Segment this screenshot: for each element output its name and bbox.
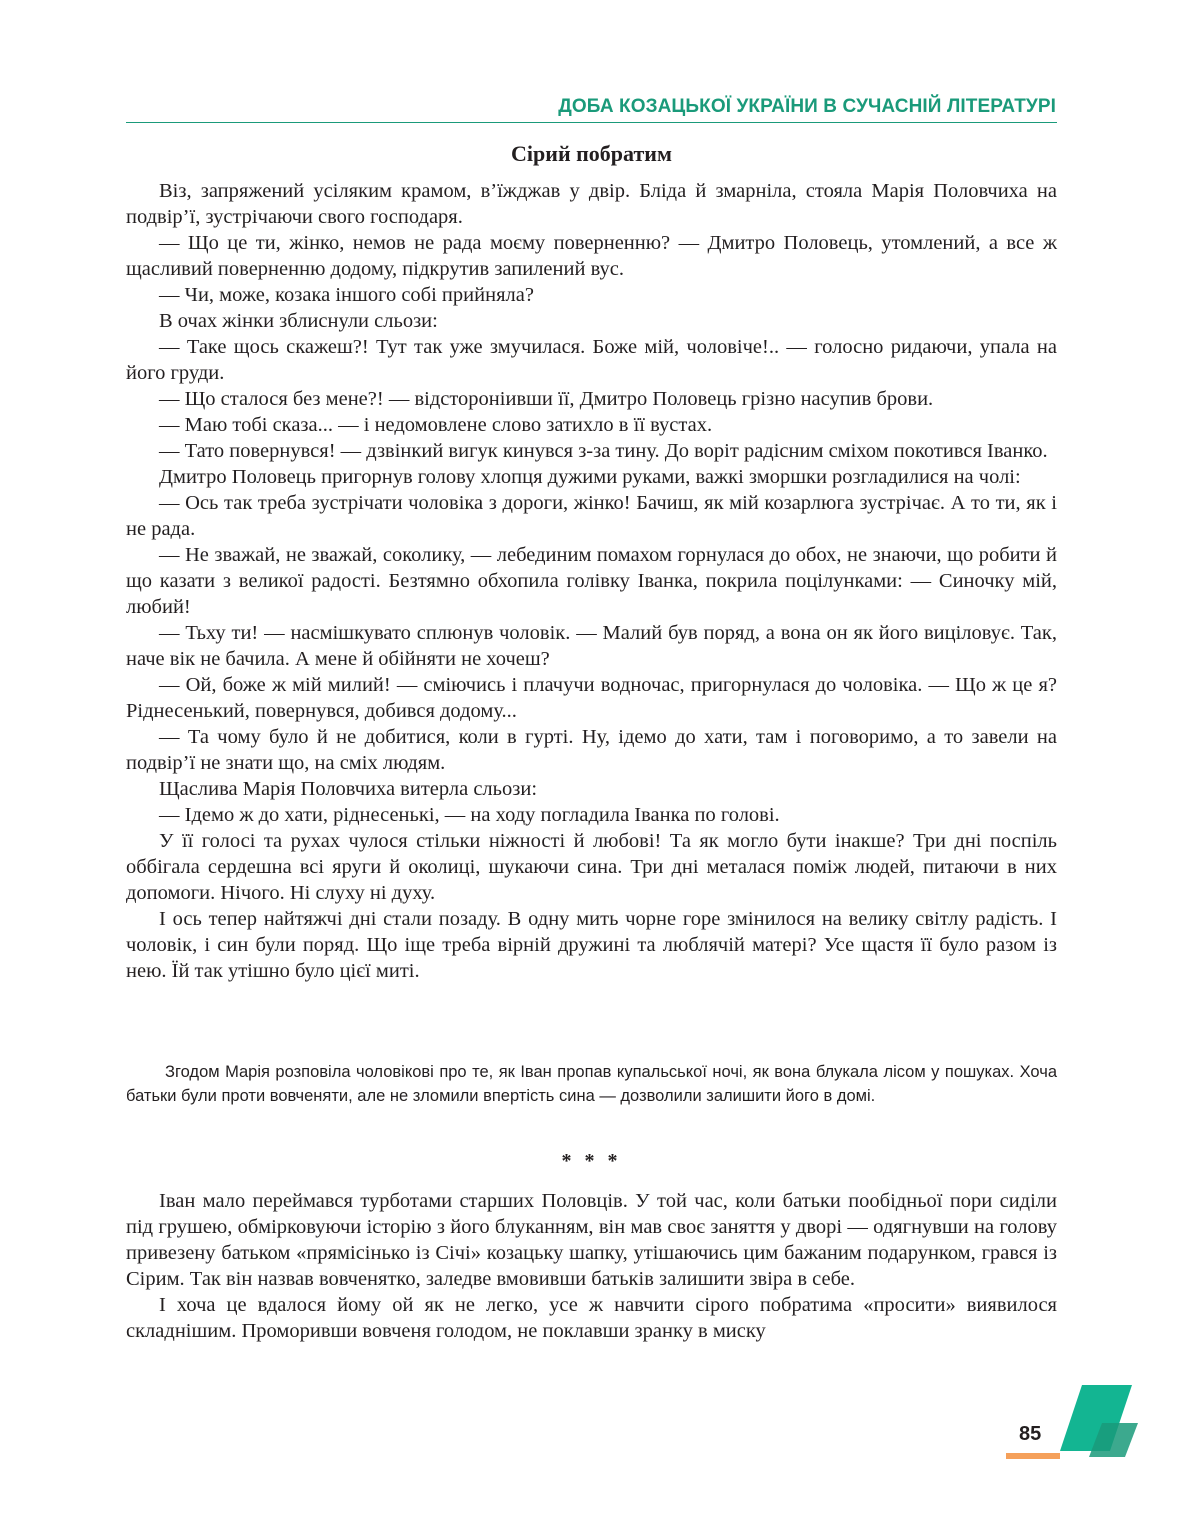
paragraph: Віз, запряжений усіляким крамом, в’їжджав у двір. Бліда й змарніла, стояла Марія Половчиха на подвір’ї, зустрічаючи свого господаря. xyxy=(126,180,1057,228)
paragraph: Щаслива Марія Половчиха витерла сльози: xyxy=(159,778,538,800)
paragraph: — Ідемо ж до хати, ріднесенькі, — на ходу погладила Іванка по голові. xyxy=(159,804,780,826)
header-divider xyxy=(126,122,1057,123)
paragraph: І ось тепер найтяжчі дні стали позаду. В одну мить чорне горе змінилося на велику світлу радість. І чоловік, і син були поряд. Що іще треба вірній дружині та люблячій матері? Усе щастя її було разом із нею. Їй так утішно було цієї миті. xyxy=(126,908,1057,982)
paragraph: — Чи, може, козака іншого собі прийняла? xyxy=(159,284,534,306)
story-body-part-1 xyxy=(126,178,1057,984)
paragraph: — Не зважай, не зважай, соколику, — лебединим помахом горнулася до обох, не знаючи, що робити й що казати з великої радості. Безтямно обхопила голівку Іванка, покрила поцілунками: — Синочку мій, любий! xyxy=(126,544,1057,618)
paragraph: Дмитро Половець пригорнув голову хлопця дужими руками, важкі зморшки розгладилися на чолі: xyxy=(159,466,1021,488)
corner-decoration-icon xyxy=(1050,1385,1145,1465)
paragraph: У її голосі та рухах чулося стільки ніжності й любові! Та як могло бути інакше? Три дні поспіль оббігала сердешна всі яруги й околиці, шукаючи сина. Три дні металася поміж людей, питаючи в них допомоги. Нічого. Ні слуху ні духу. xyxy=(126,830,1057,904)
paragraph: — Ой, боже ж мій милий! — сміючись і плачучи водночас, пригорнулася до чоловіка. — Що ж це я? Ріднесенький, повернувся, добився додому... xyxy=(126,674,1057,722)
paragraph: — Що це ти, жінко, немов не рада моєму поверненню? — Дмитро Половець, утомлений, а все ж щасливий поверненню додому, підкрутив запилений вус. xyxy=(126,232,1057,280)
paragraph: — Маю тобі сказа... — і недомовлене слово затихло в її вустах. xyxy=(159,414,713,436)
paragraph: І хоча це вдалося йому ой як не легко, усе ж навчити сірого побратима «просити» виявилося складнішим. Проморивши вовченя голодом, не поклавши зранку в миску xyxy=(126,1294,1057,1342)
paragraph: — Ось так треба зустрічати чоловіка з дороги, жінко! Бачиш, як мій козарлюга зустрічає. А то ти, як і не рада. xyxy=(126,492,1057,540)
story-body-part-2 xyxy=(126,1188,1057,1344)
paragraph: В очах жінки зблиснули сльози: xyxy=(159,310,438,332)
page-number: 85 xyxy=(1019,1423,1042,1445)
page-number-underline xyxy=(1006,1453,1060,1459)
section-separator: * * * xyxy=(561,1150,622,1172)
paragraph: Іван мало переймався турботами старших Половців. У той час, коли батьки пообідньої пори сиділи під грушею, обмірковуючи історію з його блуканням, він мав своє заняття у дворі — одягнувши на голову привезену батьком «прямісінько із Січі» козацьку шапку, утішаючись цим бажаним подарунком, грався із Сірим. Так він назвав вовченятко, заледве вмовивши батьків залишити звіра в себе. xyxy=(126,1190,1057,1290)
section-header-title: ДОБА КОЗАЦЬКОЇ УКРАЇНИ В СУЧАСНІЙ ЛІТЕРАТУРІ xyxy=(558,96,1056,117)
paragraph: — Тато повернувся! — дзвінкий вигук кинувся з-за тину. До воріт радісним сміхом покотився Іванко. xyxy=(159,440,1048,462)
story-title: Сірий побратим xyxy=(511,141,672,166)
summary-note: Згодом Марія розповіла чоловікові про те, як Іван пропав купальської ночі, як вона блукала лісом у пошуках. Хоча батьки були проти вовченяти, але не зломили впертість сина — дозволили залишити його в домі. xyxy=(126,1063,1057,1105)
paragraph: — Та чому було й не добитися, коли в гурті. Ну, ідемо до хати, там і поговоримо, а то завели на подвір’ї не знати що, на сміх людям. xyxy=(126,726,1057,774)
paragraph: — Що сталося без мене?! — відстороніивши її, Дмитро Половець грізно насупив брови. xyxy=(159,388,934,410)
paragraph: — Таке щось скажеш?! Тут так уже змучилася. Боже мій, чоловіче!.. — голосно ридаючи, упала на його груди. xyxy=(126,336,1057,384)
paragraph: — Тьху ти! — насмішкувато сплюнув чоловік. — Малий був поряд, а вона он як його виціловує. Так, наче вік не бачила. А мене й обійняти не хочеш? xyxy=(126,622,1057,670)
